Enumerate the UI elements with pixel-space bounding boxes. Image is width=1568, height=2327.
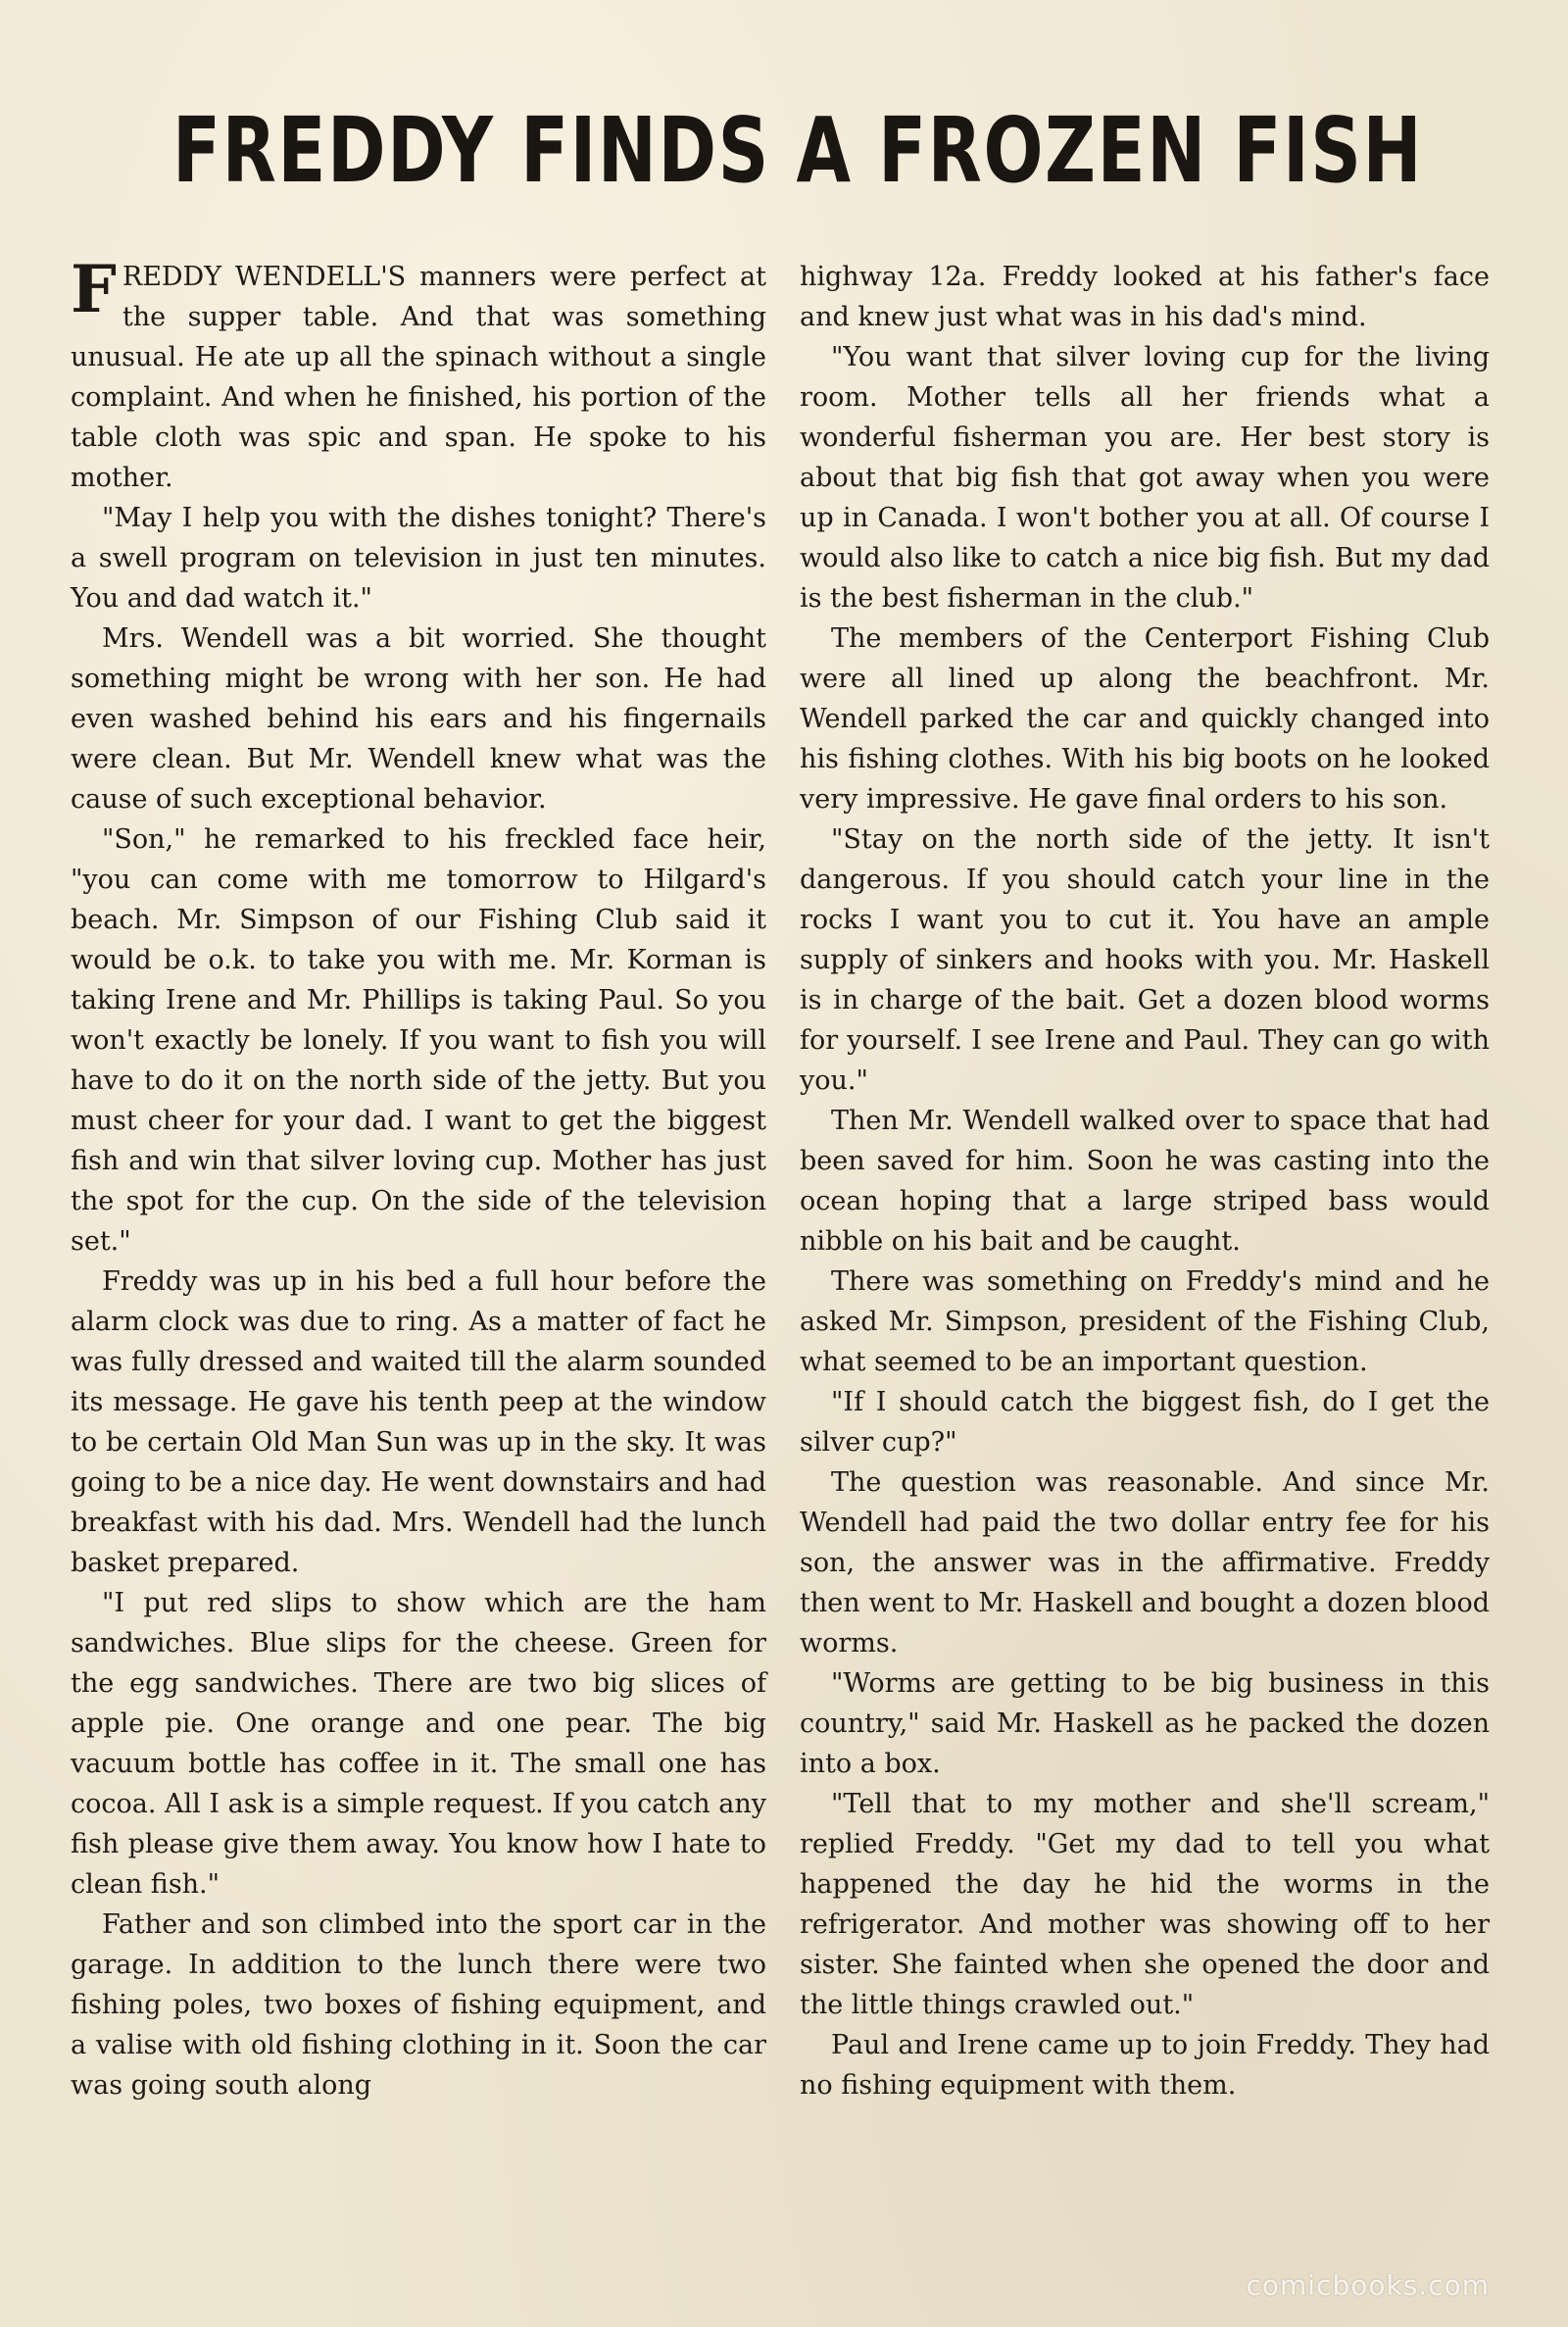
watermark: comicbooks.com — [1246, 2269, 1490, 2302]
paragraph: "Tell that to my mother and she'll scream," replied Freddy. "Get my dad to tell you what happened the day he hid the worms in the refrigerator. And mother was showing off to her sister. She fainted when she opened the door and the little things crawled out." — [800, 1789, 1490, 2020]
right-column — [800, 257, 1490, 2105]
paragraph — [71, 251, 766, 498]
paragraph: Mrs. Wendell was a bit worried. She thought something might be wrong with her son. He had even washed behind his ears and his fingernails were clean. But Mr. Wendell knew what was the cause of such exceptional behavior. — [71, 623, 766, 815]
paragraph: "Stay on the north side of the jetty. It isn't dangerous. If you should catch your line in the rocks I want you to cut it. You have an ample supply of sinkers and hooks with you. Mr. Haskell is in charge of the bait. Get a dozen blood worms for yourself. I see Irene and Paul. They can go with you." — [800, 824, 1490, 1096]
paragraph: There was something on Freddy's mind and he asked Mr. Simpson, president of the Fishing Club, what seemed to be an important question. — [800, 1266, 1490, 1377]
paragraph: "I put red slips to show which are the ham sandwiches. Blue slips for the cheese. Green for the egg sandwiches. There are two big slices of apple pie. One orange and one pear. The big vacuum bottle has coffee in it. The small one has cocoa. All I ask is a simple request. If you catch any fish please give them away. You know how I hate to clean fish." — [71, 1588, 766, 1900]
paragraph: "If I should catch the biggest fish, do I get the silver cup?" — [800, 1387, 1490, 1458]
story-title: FREDDY FINDS A FROZEN FISH — [172, 98, 1424, 203]
paragraph: "Worms are getting to be big business in this country," said Mr. Haskell as he packed the dozen into a box. — [800, 1668, 1490, 1779]
paragraph: The question was reasonable. And since Mr. Wendell had paid the two dollar entry fee for his son, the answer was in the affirmative. Freddy then went to Mr. Haskell and bought a dozen blood worms. — [800, 1467, 1490, 1659]
paragraph: "You want that silver loving cup for the living room. Mother tells all her friends what a wonderful fisherman you are. Her best story is about that big fish that got away when you were up in Canada. I won't bother you at all. Of course I would also like to catch a nice big fish. But my dad is the best fisherman in the club." — [800, 342, 1490, 614]
paragraph: Paul and Irene came up to join Freddy. They had no fishing equipment with them. — [800, 2030, 1490, 2101]
left-column — [71, 251, 766, 2105]
paragraph: Freddy was up in his bed a full hour before the alarm clock was due to ring. As a matter of fact he was fully dressed and waited till the alarm sounded its message. He gave his tenth peep at the window to be certain Old Man Sun was up in the sky. It was going to be a nice day. He went downstairs and had breakfast with his dad. Mrs. Wendell had the lunch basket prepared. — [71, 1266, 766, 1578]
paragraph-text: REDDY WENDELL'S manners were perfect at the supper table. And that was something unusual. He ate up all the spinach without a single complaint. And when he finished, his portion of the table cloth was spic and span. He spoke to his mother. — [71, 262, 766, 493]
paragraph: highway 12a. Freddy looked at his father's face and knew just what was in his dad's mind. — [800, 262, 1490, 332]
paragraph: "Son," he remarked to his freckled face heir, "you can come with me tomorrow to Hilgard's beach. Mr. Simpson of our Fishing Club said it would be o.k. to take you with me. Mr. Korman is taking Irene and Mr. Phillips is taking Paul. So you won't exactly be lonely. If you want to fish you will have to do it on the north side of the jetty. But you must cheer for your dad. I want to get the biggest fish and win that silver loving cup. Mother has just the spot for the cup. On the side of the television set." — [71, 824, 766, 1257]
paragraph: The members of the Centerport Fishing Club were all lined up along the beachfront. Mr. Wendell parked the car and quickly changed into his fishing clothes. With his big boots on he looked very impressive. He gave final orders to his son. — [800, 623, 1490, 815]
paragraph: "May I help you with the dishes tonight? There's a swell program on television in just ten minutes. You and dad watch it." — [71, 503, 766, 614]
paragraph: Then Mr. Wendell walked over to space that had been saved for him. Soon he was casting into the ocean hoping that a large striped bass would nibble on his bait and be caught. — [800, 1106, 1490, 1257]
paragraph: Father and son climbed into the sport car in the garage. In addition to the lunch there were two fishing poles, two boxes of fishing equipment, and a valise with old fishing clothing in it. Soon the car was going south along — [71, 1909, 766, 2101]
drop-cap: F — [71, 251, 117, 327]
